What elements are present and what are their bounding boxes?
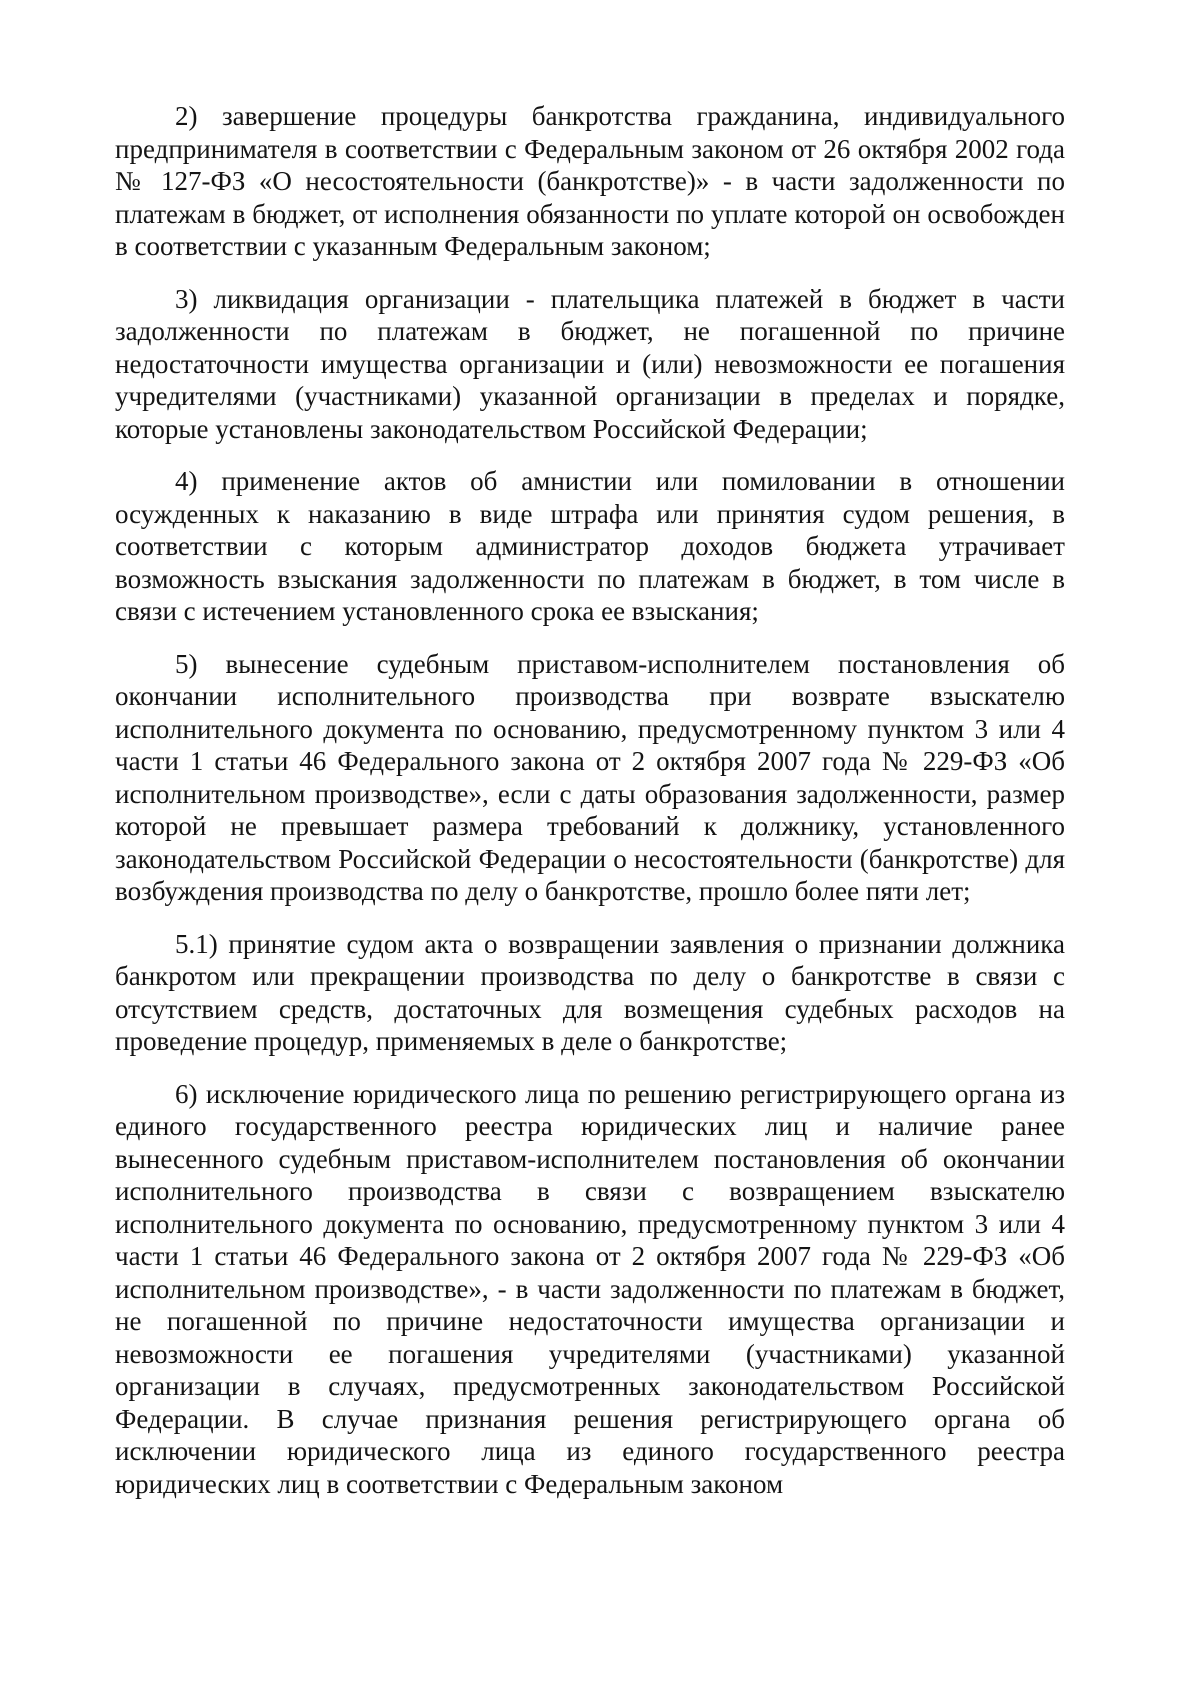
paragraph-item-4: 4) применение актов об амнистии или помиловании в отношении осужденных к наказанию в виде штрафа или принятия судом решения, в соответствии с которым администратор доходов бюджета утрачивает возможность взыскания задолженности по платежам в бюджет, в том числе в связи с истечением установленного срока ее взыскания; — [115, 466, 1065, 626]
paragraph-item-6: 6) исключение юридического лица по решению регистрирующего органа из единого государственного реестра юридических лиц и наличие ранее вынесенного судебным приставом-исполнителем постановления об окончании исполнительного производства в связи с возвращением взыскателю исполнительного документа по основанию, предусмотренному пунктом 3 или 4 части 1 статьи 46 Федерального закона от 2 октября 2007 года № 229-ФЗ «Об исполнительном производстве», - в части задолженности по платежам в бюджет, не погашенной по причине недостаточности имущества организации и невозможности ее погашения учредителями (участниками) указанной организации в случаях, предусмотренных законодательством Российской Федерации. В случае признания решения регистрирующего органа об исключении юридического лица из единого государственного реестра юридических лиц в соответствии с Федеральным законом — [115, 1078, 1065, 1499]
paragraph-item-3: 3) ликвидация организации - плательщика платежей в бюджет в части задолженности по платежам в бюджет, не погашенной по причине недостаточности имущества организации и (или) невозможности ее погашения учредителями (участниками) указанной организации в пределах и порядке, которые установлены законодательством Российской Федерации; — [115, 283, 1065, 444]
paragraph-item-2: 2) завершение процедуры банкротства гражданина, индивидуального предпринимателя в соответствии с Федеральным законом от 26 октября 2002 года № 127-ФЗ «О несостоятельности (банкротстве)» - в части задолженности по платежам в бюджет, от исполнения обязанности по уплате которой он освобожден в соответствии с указанным Федеральным законом; — [115, 101, 1065, 261]
paragraph-item-5: 5) вынесение судебным приставом-исполнителем постановления об окончании исполнительного производства при возврате взыскателю исполнительного документа по основанию, предусмотренному пунктом 3 или 4 части 1 статьи 46 Федерального закона от 2 октября 2007 года № 229-ФЗ «Об исполнительном производстве», если с даты образования задолженности, размер которой не превышает размера требований к должнику, установленного законодательством Российской Федерации о несостоятельности (банкротстве) для возбуждения производства по делу о банкротстве, прошло более пяти лет; — [115, 648, 1065, 906]
document-body — [115, 100, 1065, 1500]
paragraph-item-5-1: 5.1) принятие судом акта о возвращении заявления о признании должника банкротом или прекращении производства по делу о банкротстве в связи с отсутствием средств, достаточных для возмещения судебных расходов на проведение процедур, применяемых в деле о банкротстве; — [115, 928, 1065, 1056]
